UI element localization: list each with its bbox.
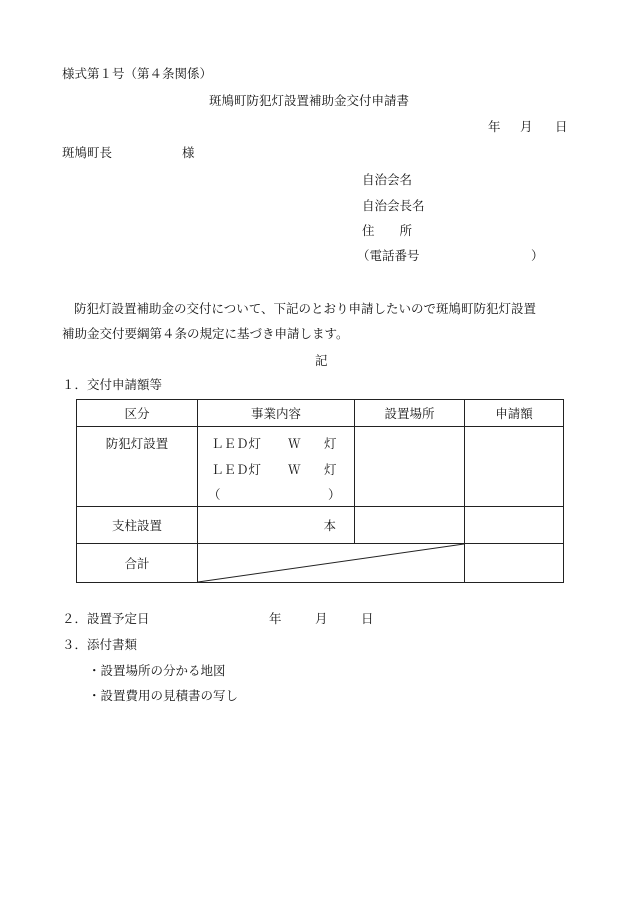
led-line2-w: Ｗ: [288, 462, 301, 477]
association-name-label: 自治会名: [362, 172, 413, 187]
header-content: 事業内容: [198, 400, 355, 427]
table-row-light: [77, 427, 564, 507]
addressee-name: 斑鳩町長: [62, 145, 113, 160]
pole-location-cell: [355, 507, 465, 544]
pole-content-cell: 本: [198, 507, 355, 544]
led-line1-w: Ｗ: [288, 436, 301, 451]
table-row-total: [77, 544, 564, 583]
attachment-item: ・設置費用の見積書の写し: [88, 688, 239, 703]
section2-year: 年: [269, 611, 282, 626]
section3-heading: ３．添付書類: [62, 637, 138, 652]
section2-heading: ２．設置予定日: [62, 611, 150, 626]
led-line1-label: ＬＥＤ灯: [211, 436, 262, 451]
chairman-name-label: 自治会長名: [362, 198, 425, 213]
phone-close: ）: [531, 248, 544, 263]
header-location: 設置場所: [355, 400, 465, 427]
light-location-cell: [355, 427, 465, 507]
led-line2-label: ＬＥＤ灯: [211, 462, 262, 477]
light-category-cell: 防犯灯設置: [77, 427, 198, 507]
phone-open: （電話番号: [357, 248, 420, 263]
light-amount-cell: [465, 427, 564, 507]
date-day: 日: [555, 119, 568, 134]
header-amount: 申請額: [465, 400, 564, 427]
body-line-1: 防犯灯設置補助金の交付について、下記のとおり申請したいので斑鳩町防犯灯設置: [74, 301, 537, 316]
led-line2-count: 灯: [324, 462, 337, 477]
light-content-cell: [198, 427, 355, 507]
total-amount-cell: [465, 544, 564, 583]
ki-heading: 記: [315, 353, 328, 368]
section2-month: 月: [315, 611, 328, 626]
body-line-2: 補助金交付要綱第４条の規定に基づき申請します。: [62, 326, 349, 341]
pole-amount-cell: [465, 507, 564, 544]
form-label: 様式第１号（第４条関係）: [62, 66, 213, 81]
application-table: [76, 399, 564, 583]
table-header-row: [77, 400, 564, 427]
diagonal-strike: [198, 544, 464, 582]
section2-day: 日: [361, 611, 374, 626]
table-row-pole: [77, 507, 564, 544]
pole-category-cell: 支柱設置: [77, 507, 198, 544]
total-category-cell: 合計: [77, 544, 198, 583]
section1-heading: １．交付申請額等: [62, 377, 163, 392]
total-merged-cell: [198, 544, 465, 583]
addressee-honorific: 様: [182, 145, 195, 160]
address-label: 住 所: [362, 223, 413, 238]
other-open: （: [208, 487, 221, 502]
led-line1-count: 灯: [324, 436, 337, 451]
header-category: 区分: [77, 400, 198, 427]
date-year: 年: [488, 119, 501, 134]
attachment-item: ・設置場所の分かる地図: [88, 663, 226, 678]
date-month: 月: [520, 119, 533, 134]
other-close: ）: [328, 487, 341, 502]
document-title: 斑鳩町防犯灯設置補助金交付申請書: [209, 93, 410, 108]
